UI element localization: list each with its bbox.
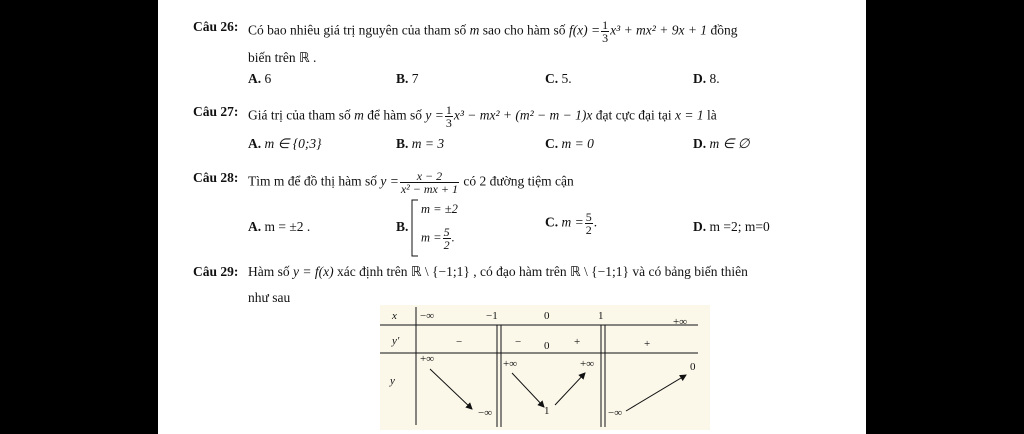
y-value: +∞	[420, 353, 435, 365]
y-value: 1	[544, 405, 550, 417]
yprime-sign: +	[644, 338, 651, 350]
q27-option-c: C. m = 0	[545, 136, 594, 151]
yprime-sign: 0	[544, 340, 550, 352]
x-value: 0	[544, 310, 550, 322]
y-value: +∞	[503, 358, 518, 370]
q28-option-a: A. m = ±2 .	[248, 219, 311, 234]
q26-option-a: A. 6	[248, 71, 272, 86]
q28-option-b-bracket	[410, 199, 420, 257]
q27-label: Câu 27:	[193, 104, 239, 119]
yprime-sign: −	[456, 336, 463, 348]
row-header-x: x	[392, 310, 397, 322]
q28-label: Câu 28:	[193, 170, 239, 185]
q26-option-b: B. 7	[396, 71, 419, 86]
q26-option-d: D. 8.	[693, 71, 720, 86]
increase-arrow	[555, 373, 585, 405]
q28-option-d: D. m =2; m=0	[693, 219, 770, 234]
increase-arrow	[626, 375, 686, 411]
variation-table	[380, 305, 710, 430]
q28-option-c: C. m = $\frac{5}{2}$ .	[545, 210, 598, 237]
x-value: −1	[486, 310, 498, 322]
decrease-arrow	[430, 369, 472, 409]
y-value: −∞	[478, 407, 493, 419]
decrease-arrow	[512, 373, 544, 407]
y-value: −∞	[608, 407, 623, 419]
x-value: −∞	[420, 310, 435, 322]
q28-text: Tìm m để đồ thị hàm số y = $\frac{x - 2}{\text{x² − mx + 1}}$ có 2 đường tiệm cận	[248, 169, 574, 196]
x-value: 1	[598, 310, 604, 322]
y-value: +∞	[580, 358, 595, 370]
y-value: 0	[690, 361, 696, 373]
q26-text-line2: biến trên ℝ .	[248, 50, 317, 65]
q28-option-b-key: B.	[396, 219, 409, 234]
q27-option-b: B. m = 3	[396, 136, 445, 151]
q29-text: Hàm số y = f(x) xác định trên ℝ \ {−1;1} , có đạo hàm trên ℝ \ {−1;1} và có bảng biến thiên	[248, 264, 748, 279]
yprime-sign: −	[515, 336, 522, 348]
q29-label: Câu 29:	[193, 264, 239, 279]
q28-option-b-line2: m = $\frac{5}{2}$ .	[421, 225, 455, 252]
q27-option-d: D. m ∈ ∅	[693, 136, 750, 151]
q26-label: Câu 26:	[193, 19, 239, 34]
row-header-yprime: y′	[392, 335, 400, 347]
q29-text-line2: như sau	[248, 290, 291, 305]
x-value: +∞	[673, 316, 688, 328]
row-header-y: y	[390, 375, 395, 387]
q26-option-c: C. 5.	[545, 71, 572, 86]
q27-text: Giá trị của tham số m để hàm số y = $\frac{1}{3}$ x³ − mx² + (m² − m − 1)x đạt cực đại tại x = 1 là	[248, 103, 717, 130]
q28-option-b-line1: m = ±2	[421, 202, 458, 216]
q26-text: Có bao nhiêu giá trị nguyên của tham số m sao cho hàm số f(x) = $\frac{1}{3}$ x³ + mx² + 9x + 1 đồng	[248, 18, 738, 45]
yprime-sign: +	[574, 336, 581, 348]
q27-option-a: A. m ∈ {0;3}	[248, 136, 322, 151]
